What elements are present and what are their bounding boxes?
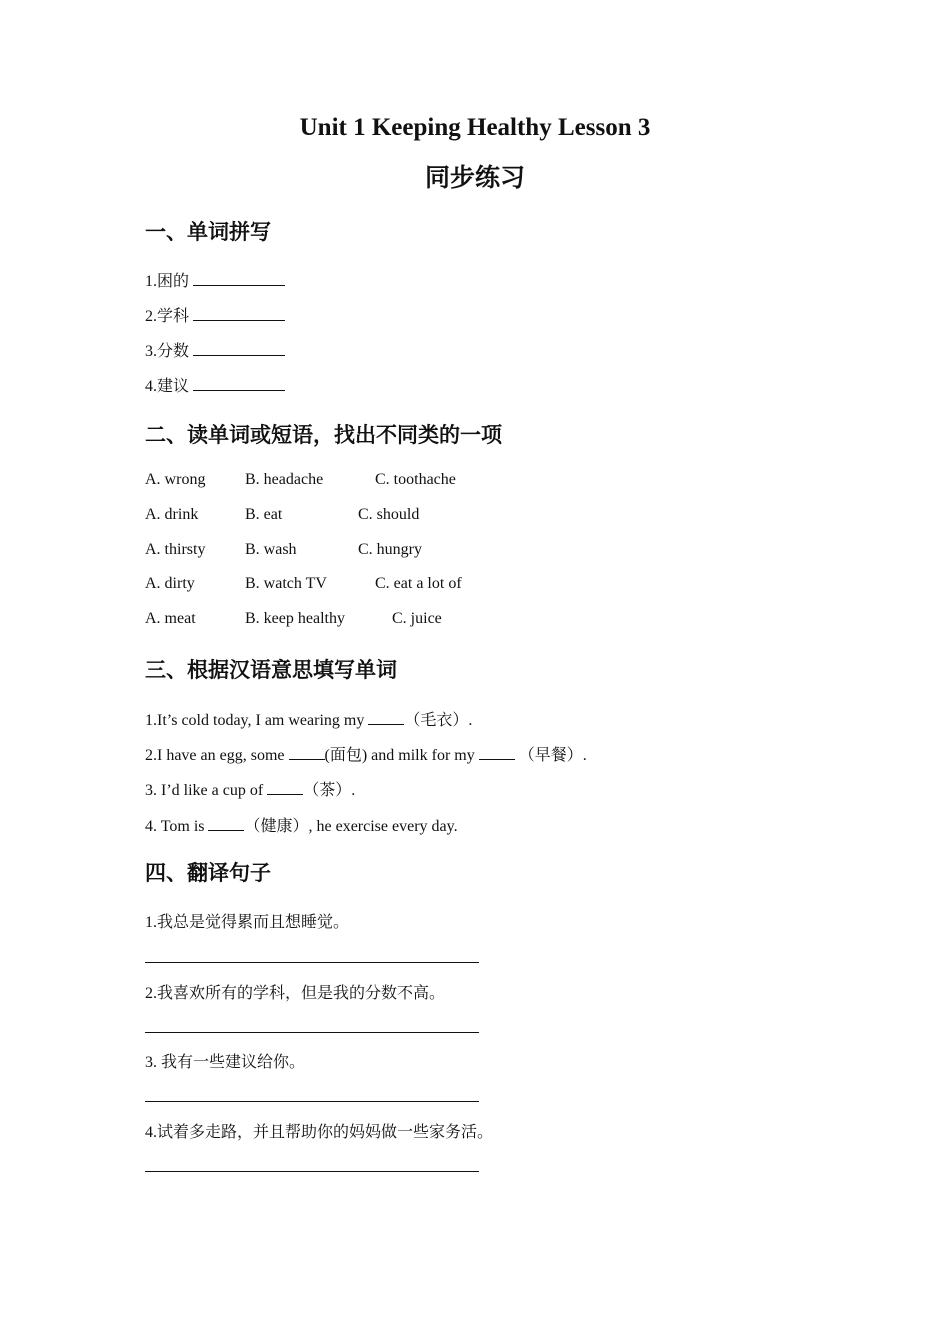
spelling-item: 4.建议 bbox=[145, 373, 285, 396]
option-b: B. eat bbox=[245, 506, 283, 523]
option-b: B. watch TV bbox=[245, 575, 327, 592]
option-a: A. thirsty bbox=[145, 541, 206, 558]
spelling-item: 2.学科 bbox=[145, 303, 285, 326]
option-a: A. meat bbox=[145, 610, 196, 627]
section-1-heading: 一、单词拼写 bbox=[145, 220, 271, 244]
fill-sentence: 3. I’d like a cup of （茶）. bbox=[145, 782, 356, 799]
answer-blank[interactable] bbox=[267, 780, 303, 795]
option-b: B. headache bbox=[245, 471, 324, 488]
translate-sentence: 2.我喜欢所有的学科，但是我的分数不高。 bbox=[145, 985, 446, 1002]
option-c: C. juice bbox=[392, 610, 442, 627]
answer-blank[interactable] bbox=[193, 341, 285, 356]
worksheet-subtitle: 同步练习 bbox=[424, 165, 525, 192]
answer-blank[interactable] bbox=[193, 306, 285, 321]
option-c: C. toothache bbox=[375, 471, 456, 488]
section-2-heading: 二、读单词或短语，找出不同类的一项 bbox=[145, 423, 502, 447]
option-a: A. wrong bbox=[145, 471, 206, 488]
fill-sentence: 2.I have an egg, some (面包) and milk for my （早餐）. bbox=[145, 747, 587, 764]
answer-line[interactable] bbox=[145, 962, 479, 963]
answer-blank[interactable] bbox=[289, 745, 325, 760]
answer-blank[interactable] bbox=[208, 816, 244, 831]
translate-sentence: 1.我总是觉得累而且想睡觉。 bbox=[145, 914, 350, 931]
fill-sentence: 4. Tom is （健康）, he exercise every day. bbox=[145, 818, 458, 835]
spelling-item: 3.分数 bbox=[145, 338, 285, 361]
translate-sentence: 4.试着多走路，并且帮助你的妈妈做一些家务活。 bbox=[145, 1124, 494, 1141]
answer-line[interactable] bbox=[145, 1101, 479, 1102]
option-c: C. should bbox=[358, 506, 420, 523]
option-a: A. drink bbox=[145, 506, 199, 523]
option-a: A. dirty bbox=[145, 575, 195, 592]
section-4-heading: 四、翻译句子 bbox=[145, 861, 271, 885]
answer-line[interactable] bbox=[145, 1171, 479, 1172]
translate-sentence: 3. 我有一些建议给你。 bbox=[145, 1054, 306, 1071]
answer-blank[interactable] bbox=[193, 376, 285, 391]
answer-blank[interactable] bbox=[479, 745, 515, 760]
worksheet-title: Unit 1 Keeping Healthy Lesson 3 bbox=[299, 114, 651, 141]
answer-blank[interactable] bbox=[193, 271, 285, 286]
option-c: C. hungry bbox=[358, 541, 422, 558]
section-3-heading: 三、根据汉语意思填写单词 bbox=[145, 658, 397, 682]
spelling-item: 1.困的 bbox=[145, 268, 285, 291]
option-c: C. eat a lot of bbox=[375, 575, 462, 592]
fill-sentence: 1.It’s cold today, I am wearing my （毛衣）. bbox=[145, 712, 473, 729]
option-b: B. wash bbox=[245, 541, 297, 558]
answer-line[interactable] bbox=[145, 1032, 479, 1033]
answer-blank[interactable] bbox=[368, 710, 404, 725]
option-b: B. keep healthy bbox=[245, 610, 345, 627]
